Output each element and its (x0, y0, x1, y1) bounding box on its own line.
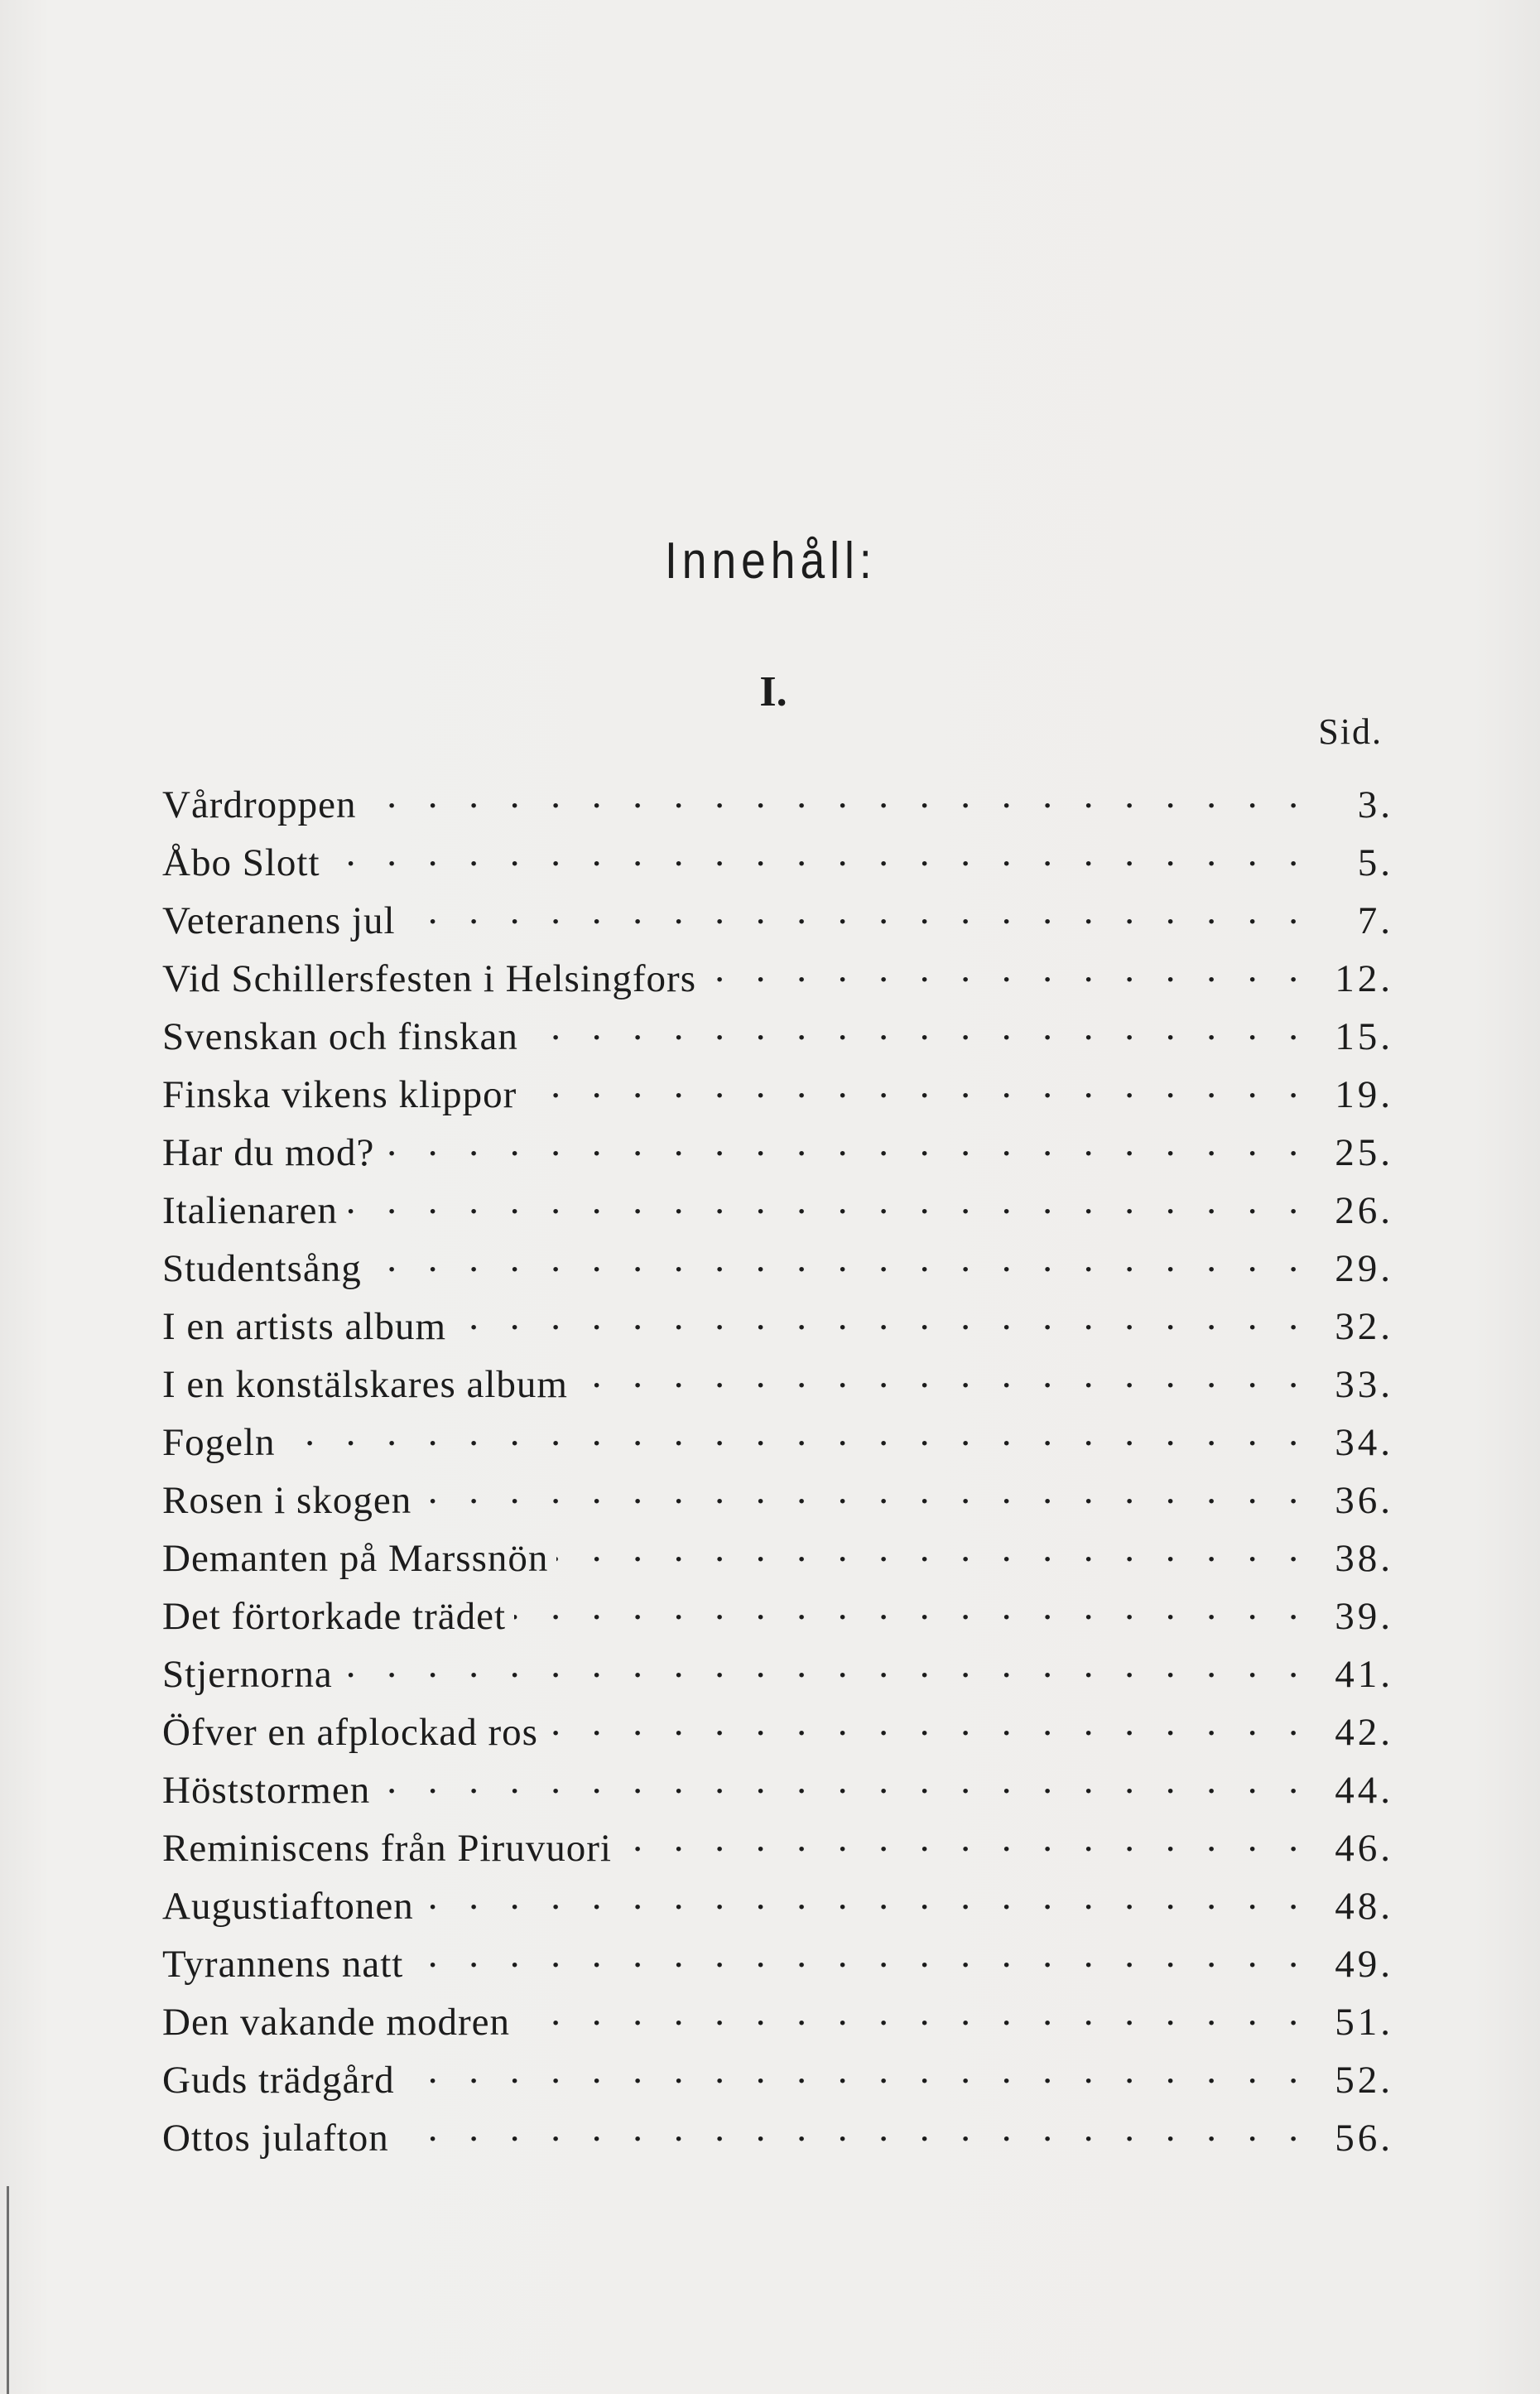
dot-leader (411, 1932, 1307, 1977)
toc-entry (162, 1816, 1393, 1874)
dot-leader (370, 1236, 1307, 1281)
dot-leader (346, 1178, 1307, 1223)
page-edge-shadow (7, 2186, 9, 2394)
entry-title: Finska vikens klippor (162, 1073, 517, 1116)
entry-page-number: 5. (1357, 841, 1393, 884)
toc-entry (162, 773, 1393, 831)
entry-page-number: 49. (1335, 1943, 1393, 1986)
entry-page-number: 29. (1335, 1247, 1393, 1290)
entry-page-number: 15. (1335, 1015, 1393, 1058)
toc-entry (162, 1700, 1393, 1758)
dot-leader (455, 1294, 1307, 1339)
entry-title: Åbo Slott (162, 841, 320, 884)
entry-title: Guds trädgård (162, 2059, 395, 2102)
toc-entry (162, 1932, 1393, 1990)
toc-entry (162, 947, 1393, 1004)
entry-page-number: 46. (1335, 1827, 1393, 1870)
entry-page-number: 25. (1335, 1131, 1393, 1174)
toc-entry (162, 1236, 1393, 1294)
entry-title: Den vakande modren (162, 2001, 510, 2044)
entry-title: Fogeln (162, 1421, 276, 1464)
dot-leader (527, 1004, 1307, 1049)
page-title: Innehåll: (664, 532, 877, 590)
entry-title: Tyrannens natt (162, 1943, 404, 1986)
toc-entry (162, 1410, 1393, 1468)
dot-leader (556, 1526, 1307, 1571)
entry-page-number: 44. (1335, 1769, 1393, 1812)
entry-title: Augustiaftonen (162, 1885, 414, 1928)
entry-page-number: 38. (1335, 1537, 1393, 1580)
dot-leader (378, 1758, 1307, 1803)
toc-entry (162, 2048, 1393, 2106)
entry-page-number: 34. (1335, 1421, 1393, 1464)
entry-page-number: 52. (1335, 2059, 1393, 2102)
entry-title: Vårdroppen (162, 783, 357, 826)
toc-entry (162, 1758, 1393, 1816)
dot-leader (383, 1120, 1307, 1165)
entry-title: Det förtorkade trädet (162, 1595, 507, 1638)
entry-title: Veteranens jul (162, 899, 396, 942)
entry-title: Ottos julafton (162, 2117, 389, 2160)
entry-page-number: 56. (1335, 2117, 1393, 2160)
dot-leader (620, 1816, 1307, 1861)
dot-leader (404, 889, 1307, 933)
entry-title: I en konstälskares album (162, 1363, 568, 1406)
toc-entry (162, 1352, 1393, 1410)
entry-page-number: 26. (1335, 1189, 1393, 1232)
entry-title: Vid Schillersfesten i Helsingfors (162, 957, 696, 1000)
dot-leader (341, 1642, 1307, 1687)
dot-leader (514, 1584, 1307, 1629)
entry-page-number: 42. (1335, 1711, 1393, 1754)
dot-leader (576, 1352, 1307, 1397)
dot-leader (329, 831, 1307, 875)
toc-entry (162, 1062, 1393, 1120)
entry-title: Har du mod? (162, 1131, 375, 1174)
entry-page-number: 12. (1335, 957, 1393, 1000)
toc-entry (162, 1642, 1393, 1700)
entry-title: Öfver en afplockad ros (162, 1711, 538, 1754)
entry-page-number: 51. (1335, 2001, 1393, 2044)
dot-leader (397, 2106, 1307, 2151)
dot-leader (705, 947, 1307, 991)
page-column-header: Sid. (1318, 711, 1383, 752)
toc-entry (162, 1526, 1393, 1584)
entry-page-number: 41. (1335, 1653, 1393, 1696)
entry-title: Stjernorna (162, 1653, 333, 1696)
entry-title: Studentsång (162, 1247, 362, 1290)
entry-title: Svenskan och finskan (162, 1015, 518, 1058)
table-of-contents (162, 773, 1393, 2164)
entry-page-number: 7. (1357, 899, 1393, 942)
dot-leader (364, 773, 1307, 817)
entry-title: I en artists album (162, 1305, 447, 1348)
entry-page-number: 3. (1357, 783, 1393, 826)
toc-entry (162, 1004, 1393, 1062)
toc-entry (162, 1120, 1393, 1178)
dot-leader (518, 1990, 1307, 2035)
toc-entry (162, 1468, 1393, 1526)
dot-leader (420, 1468, 1307, 1513)
dot-leader (422, 1874, 1307, 1919)
entry-title: Demanten på Marssnön (162, 1537, 549, 1580)
toc-entry (162, 2106, 1393, 2164)
toc-entry (162, 1294, 1393, 1352)
toc-entry (162, 889, 1393, 947)
toc-entry (162, 1874, 1393, 1932)
dot-leader (284, 1410, 1307, 1455)
entry-page-number: 48. (1335, 1885, 1393, 1928)
toc-entry (162, 831, 1393, 889)
section-numeral: I. (759, 668, 787, 715)
entry-title: Italienaren (162, 1189, 338, 1232)
entry-page-number: 39. (1335, 1595, 1393, 1638)
entry-title: Höststormen (162, 1769, 371, 1812)
dot-leader (403, 2048, 1307, 2093)
entry-page-number: 36. (1335, 1479, 1393, 1522)
entry-title: Reminiscens från Piruvuori (162, 1827, 612, 1870)
entry-page-number: 19. (1335, 1073, 1393, 1116)
entry-title: Rosen i skogen (162, 1479, 412, 1522)
entry-page-number: 32. (1335, 1305, 1393, 1348)
toc-entry (162, 1178, 1393, 1236)
dot-leader (546, 1700, 1307, 1745)
dot-leader (525, 1062, 1307, 1107)
entry-page-number: 33. (1335, 1363, 1393, 1406)
toc-entry (162, 1584, 1393, 1642)
toc-entry (162, 1990, 1393, 2048)
